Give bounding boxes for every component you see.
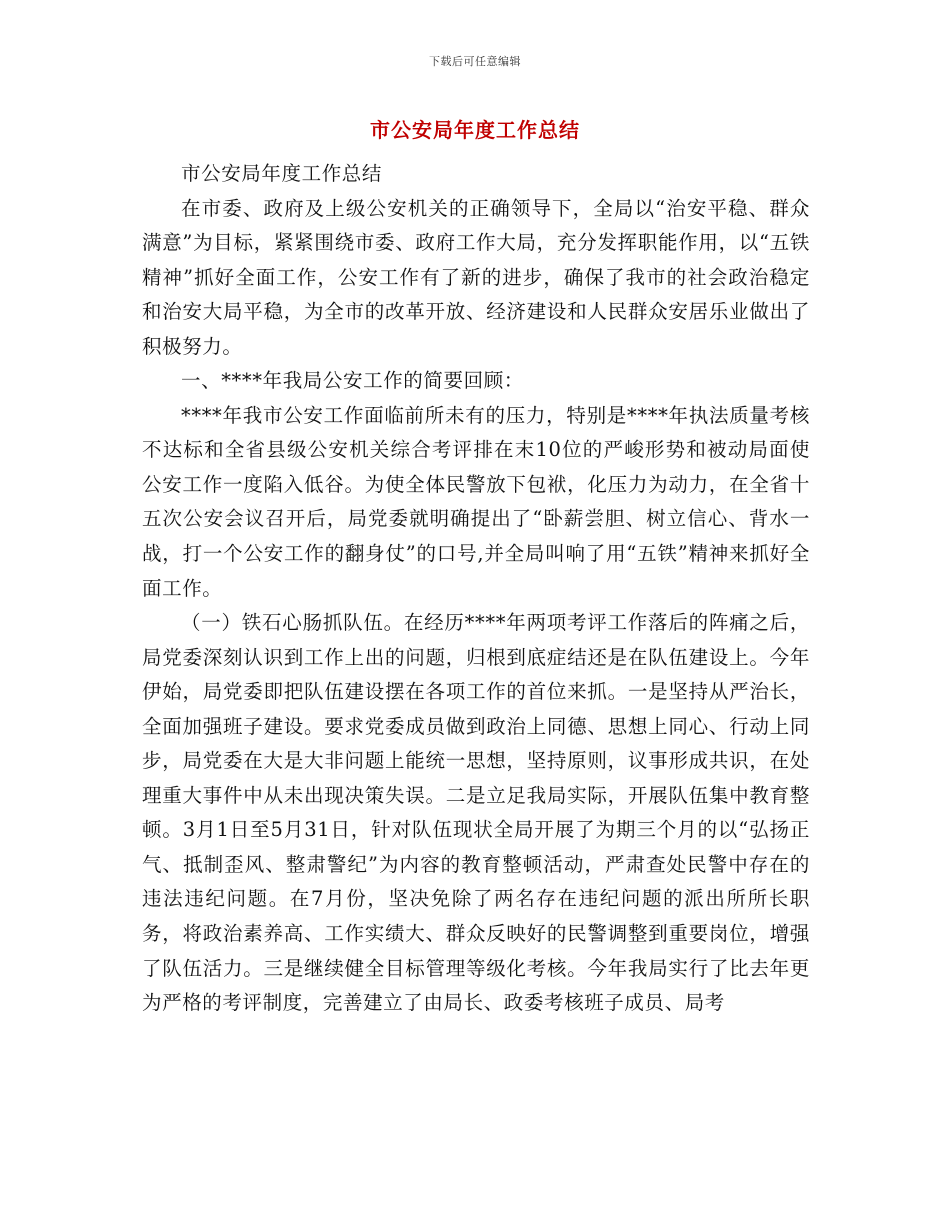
document-body (142, 157, 810, 1021)
paragraph-intro: 在市委、政府及上级公安机关的正确领导下，全局以“治安平稳、群众满意”为目标，紧紧围绕市委、政府工作大局，充分发挥职能作用，以“五铁精神”抓好全面工作，公安工作有了新的进步，确保了我市的社会政治稳定和治安大局平稳，为全市的改革开放、经济建设和人民群众安居乐业做出了积极努力。 (142, 196, 810, 358)
paragraph-review: ****年我市公安工作面临前所未有的压力，特别是****年执法质量考核不达标和全省县级公安机关综合考评排在末10位的严峻形势和被动局面使公安工作一度陷入低谷。为使全体民警放下包袱，化压力为动力，在全省十五次公安会议召开后，局党委就明确提出了“卧薪尝胆、树立信心、背水一战，打一个公安工作的翻身仗”的口号,并全局叫响了用“五铁”精神来抓好全面工作。 (142, 403, 810, 600)
header-note: 下载后可任意编辑 (429, 55, 521, 68)
section-heading: 一、****年我局公安工作的简要回顾： (181, 369, 524, 393)
paragraph-subtitle: 市公安局年度工作总结 (181, 162, 383, 185)
document-title: 市公安局年度工作总结 (370, 118, 580, 142)
paragraph-team-building: （一）铁石心肠抓队伍。在经历****年两项考评工作落后的阵痛之后，局党委深刻认识到工作上出的问题，归根到底症结还是在队伍建设上。今年伊始，局党委即把队伍建设摆在各项工作的首位来抓。一是坚持从严治长，全面加强班子建设。要求党委成员做到政治上同德、思想上同心、行动上同步，局党委在大是大非问题上能统一思想，坚持原则，议事形成共识，在处理重大事件中从未出现决策失误。二是立足我局实际，开展队伍集中教育整顿。3月1日至5月31日，针对队伍现状全局开展了为期三个月的以“弘扬正气、抵制歪风、整肃警纪”为内容的教育整顿活动，严肃查处民警中存在的违法违纪问题。在7月份，坚决免除了两名存在违纪问题的派出所所长职务，将政治素养高、工作实绩大、群众反映好的民警调整到重要岗位，增强了队伍活力。三是继续健全目标管理等级化考核。今年我局实行了比去年更为严格的考评制度，完善建立了由局长、政委考核班子成员、局考 (142, 611, 810, 1015)
